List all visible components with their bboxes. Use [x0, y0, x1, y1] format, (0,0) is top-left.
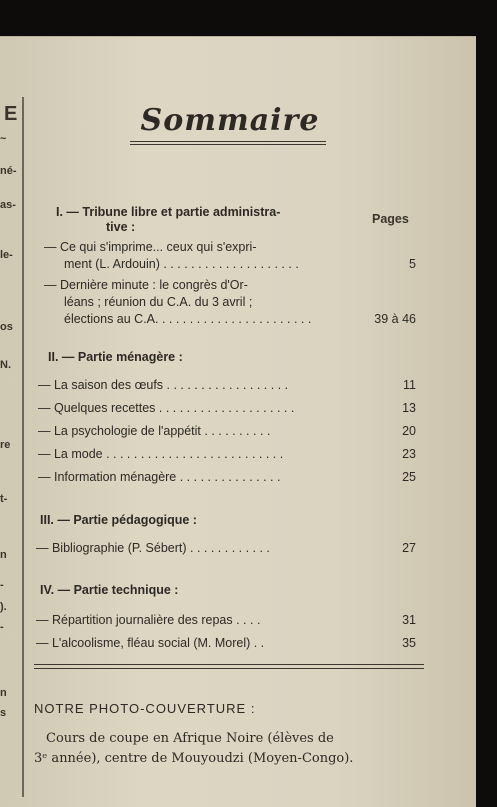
- toc-page-number: 5: [409, 257, 416, 271]
- toc-page-number: 23: [402, 447, 416, 461]
- toc-entry: — L'alcoolisme, fléau social (M. Morel) . .: [36, 636, 265, 650]
- toc-page-number: 13: [402, 401, 416, 415]
- margin-fragment: n: [0, 549, 7, 561]
- toc-page-number: 20: [402, 424, 416, 438]
- section-heading: I. — Tribune libre et partie administra-: [56, 205, 281, 219]
- toc-entry: — Répartition journalière des repas . . . .: [36, 613, 261, 627]
- toc-entry: — La saison des œufs . . . . . . . . . . . . . . . . . .: [38, 378, 289, 392]
- margin-fragment: s: [0, 707, 7, 719]
- margin-fragment: N.: [0, 359, 11, 371]
- title-underline: [130, 144, 326, 145]
- section-heading: IV. — Partie technique :: [40, 583, 179, 597]
- margin-fragment: t-: [0, 493, 8, 505]
- section-heading-cont: tive :: [106, 220, 136, 234]
- page-title: Sommaire: [140, 103, 320, 138]
- margin-fragment: n: [0, 687, 7, 699]
- margin-fragment: -: [0, 621, 4, 633]
- margin-fragment: E: [4, 103, 18, 125]
- toc-entry: élections au C.A. . . . . . . . . . . . . . . . . . . . . . .: [64, 312, 312, 326]
- margin-fragment: né-: [0, 165, 17, 177]
- margin-fragment: os: [0, 321, 13, 333]
- toc-entry: — Dernière minute : le congrès d'Or-: [44, 278, 248, 292]
- toc-entry: — Bibliographie (P. Sébert) . . . . . . . . . . . .: [36, 541, 270, 555]
- toc-page-number: 35: [402, 636, 416, 650]
- pages-column-header: Pages: [372, 212, 409, 226]
- toc-entry: — Information ménagère . . . . . . . . . . . . . . .: [38, 470, 281, 484]
- toc-entry: — Ce qui s'imprime... ceux qui s'expri-: [44, 240, 257, 254]
- photo-caption: 3ᵉ année), centre de Mouyoudzi (Moyen-Congo).: [34, 751, 354, 766]
- photo-caption: Cours de coupe en Afrique Noire (élèves de: [46, 731, 334, 746]
- title-underline: [130, 141, 326, 142]
- margin-fragment: ~: [0, 133, 7, 145]
- previous-column-fragment: [0, 37, 22, 807]
- section-heading: III. — Partie pédagogique :: [40, 513, 197, 527]
- magazine-page: [0, 36, 476, 807]
- toc-entry: — La mode . . . . . . . . . . . . . . . . . . . . . . . . . .: [38, 447, 284, 461]
- section-divider: [34, 668, 424, 669]
- toc-page-number: 31: [402, 613, 416, 627]
- toc-entry: — Quelques recettes . . . . . . . . . . . . . . . . . . . .: [38, 401, 295, 415]
- photo-cover-heading: NOTRE PHOTO-COUVERTURE :: [34, 701, 256, 716]
- toc-page-number: 25: [402, 470, 416, 484]
- toc-page-number: 27: [402, 541, 416, 555]
- toc-entry: ment (L. Ardouin) . . . . . . . . . . . . . . . . . . . .: [64, 257, 299, 271]
- margin-fragment: ).: [0, 601, 7, 613]
- toc-page-number: 39 à 46: [374, 312, 416, 326]
- column-divider: [22, 97, 24, 797]
- margin-fragment: re: [0, 439, 11, 451]
- section-heading: II. — Partie ménagère :: [48, 350, 183, 364]
- section-divider: [34, 664, 424, 665]
- margin-fragment: as-: [0, 199, 16, 211]
- toc-page-number: 11: [403, 378, 416, 392]
- toc-entry: léans ; réunion du C.A. du 3 avril ;: [64, 295, 253, 309]
- margin-fragment: le-: [0, 249, 13, 261]
- margin-fragment: -: [0, 579, 4, 591]
- toc-entry: — La psychologie de l'appétit . . . . . . . . . .: [38, 424, 271, 438]
